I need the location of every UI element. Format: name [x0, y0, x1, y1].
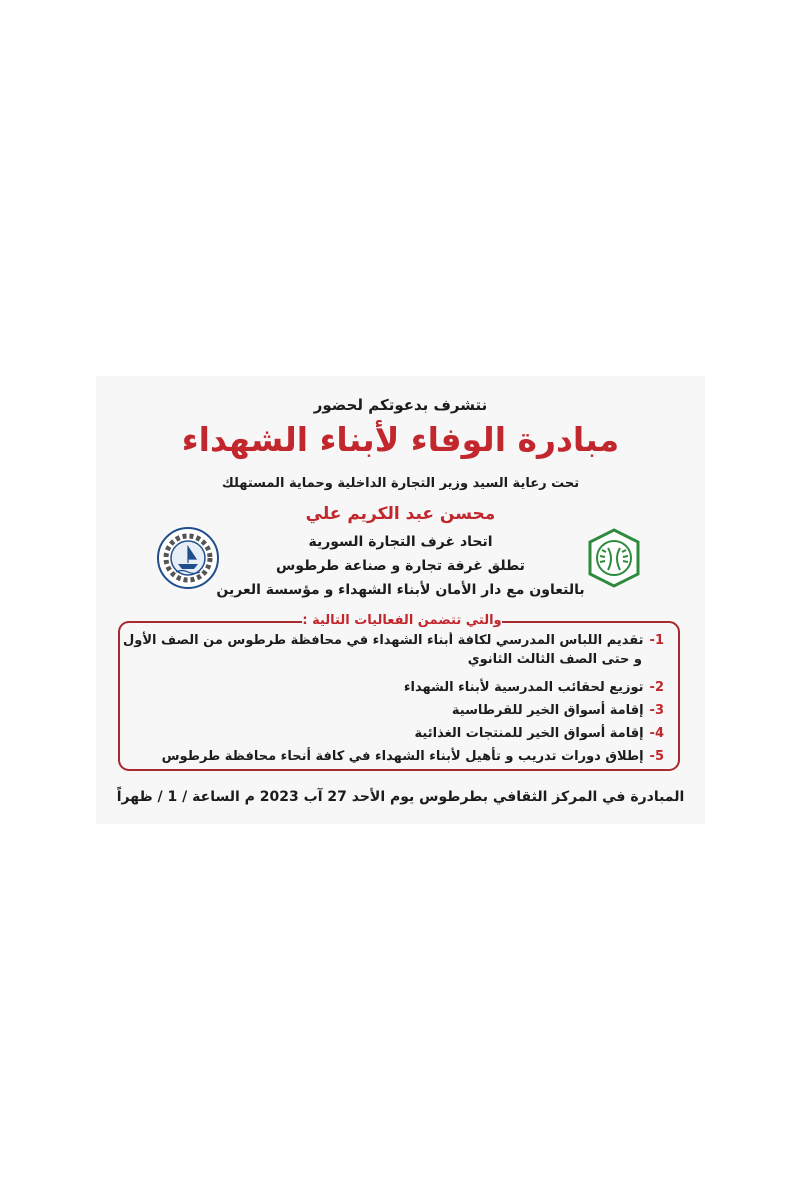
activities-list [118, 621, 680, 771]
event-details-footer: المبادرة في المركز الثقافي بطرطوس يوم الأحد 27 آب 2023 م الساعة / 1 / ظهراً [116, 789, 685, 805]
activity-text: إقامة أسواق الخير للقرطاسية [451, 703, 644, 718]
activities-heading: والتي تتضمن الفعاليات التالية : [302, 610, 502, 632]
activity-item-2 [130, 680, 664, 695]
organizer-line-2: تطلق غرفة تجارة و صناعة طرطوس [276, 558, 525, 574]
initiative-title: مبادرة الوفاء لأبناء الشهداء [181, 420, 620, 459]
activity-item-5 [130, 749, 664, 764]
activity-item-3 [130, 703, 664, 718]
chamber-gear-logo-icon [156, 526, 220, 590]
activity-item-1 [122, 633, 664, 667]
activity-text: توزيع لحقائب المدرسية لأبناء الشهداء [403, 680, 644, 695]
activity-number: -1 [649, 633, 664, 648]
union-wheat-logo-icon [582, 526, 646, 590]
activity-number: -3 [649, 703, 664, 718]
activity-number: -2 [649, 680, 664, 695]
activity-text: إقامة أسواق الخير للمنتجات الغذائية [414, 726, 644, 741]
invitation-card [96, 376, 705, 824]
activity-number: -5 [649, 749, 664, 764]
patronage-line: تحت رعاية السيد وزير التجارة الداخلية وحماية المستهلك [221, 476, 580, 491]
activity-number: -4 [649, 726, 664, 741]
chamber-logo [156, 526, 220, 590]
activity-text: إطلاق دورات تدريب و تأهيل لأبناء الشهداء في كافة أنحاء محافظة طرطوس [161, 749, 644, 764]
minister-name: محسن عبد الكريم علي [305, 504, 496, 524]
invitation-header: نتشرف بدعوتكم لحضور [313, 396, 488, 414]
activity-text: تقديم اللباس المدرسي لكافة أبناء الشهداء في محافظة طرطوس من الصف الأول [122, 633, 644, 648]
activity-text-continuation: و حتى الصف الثالث الثانوي [467, 652, 642, 667]
union-logo [582, 526, 646, 590]
organizer-line-3: بالتعاون مع دار الأمان لأبناء الشهداء و مؤسسة العرين [216, 582, 585, 598]
activity-item-4 [130, 726, 664, 741]
organizer-line-1: اتحاد غرف التجارة السورية [308, 534, 493, 550]
